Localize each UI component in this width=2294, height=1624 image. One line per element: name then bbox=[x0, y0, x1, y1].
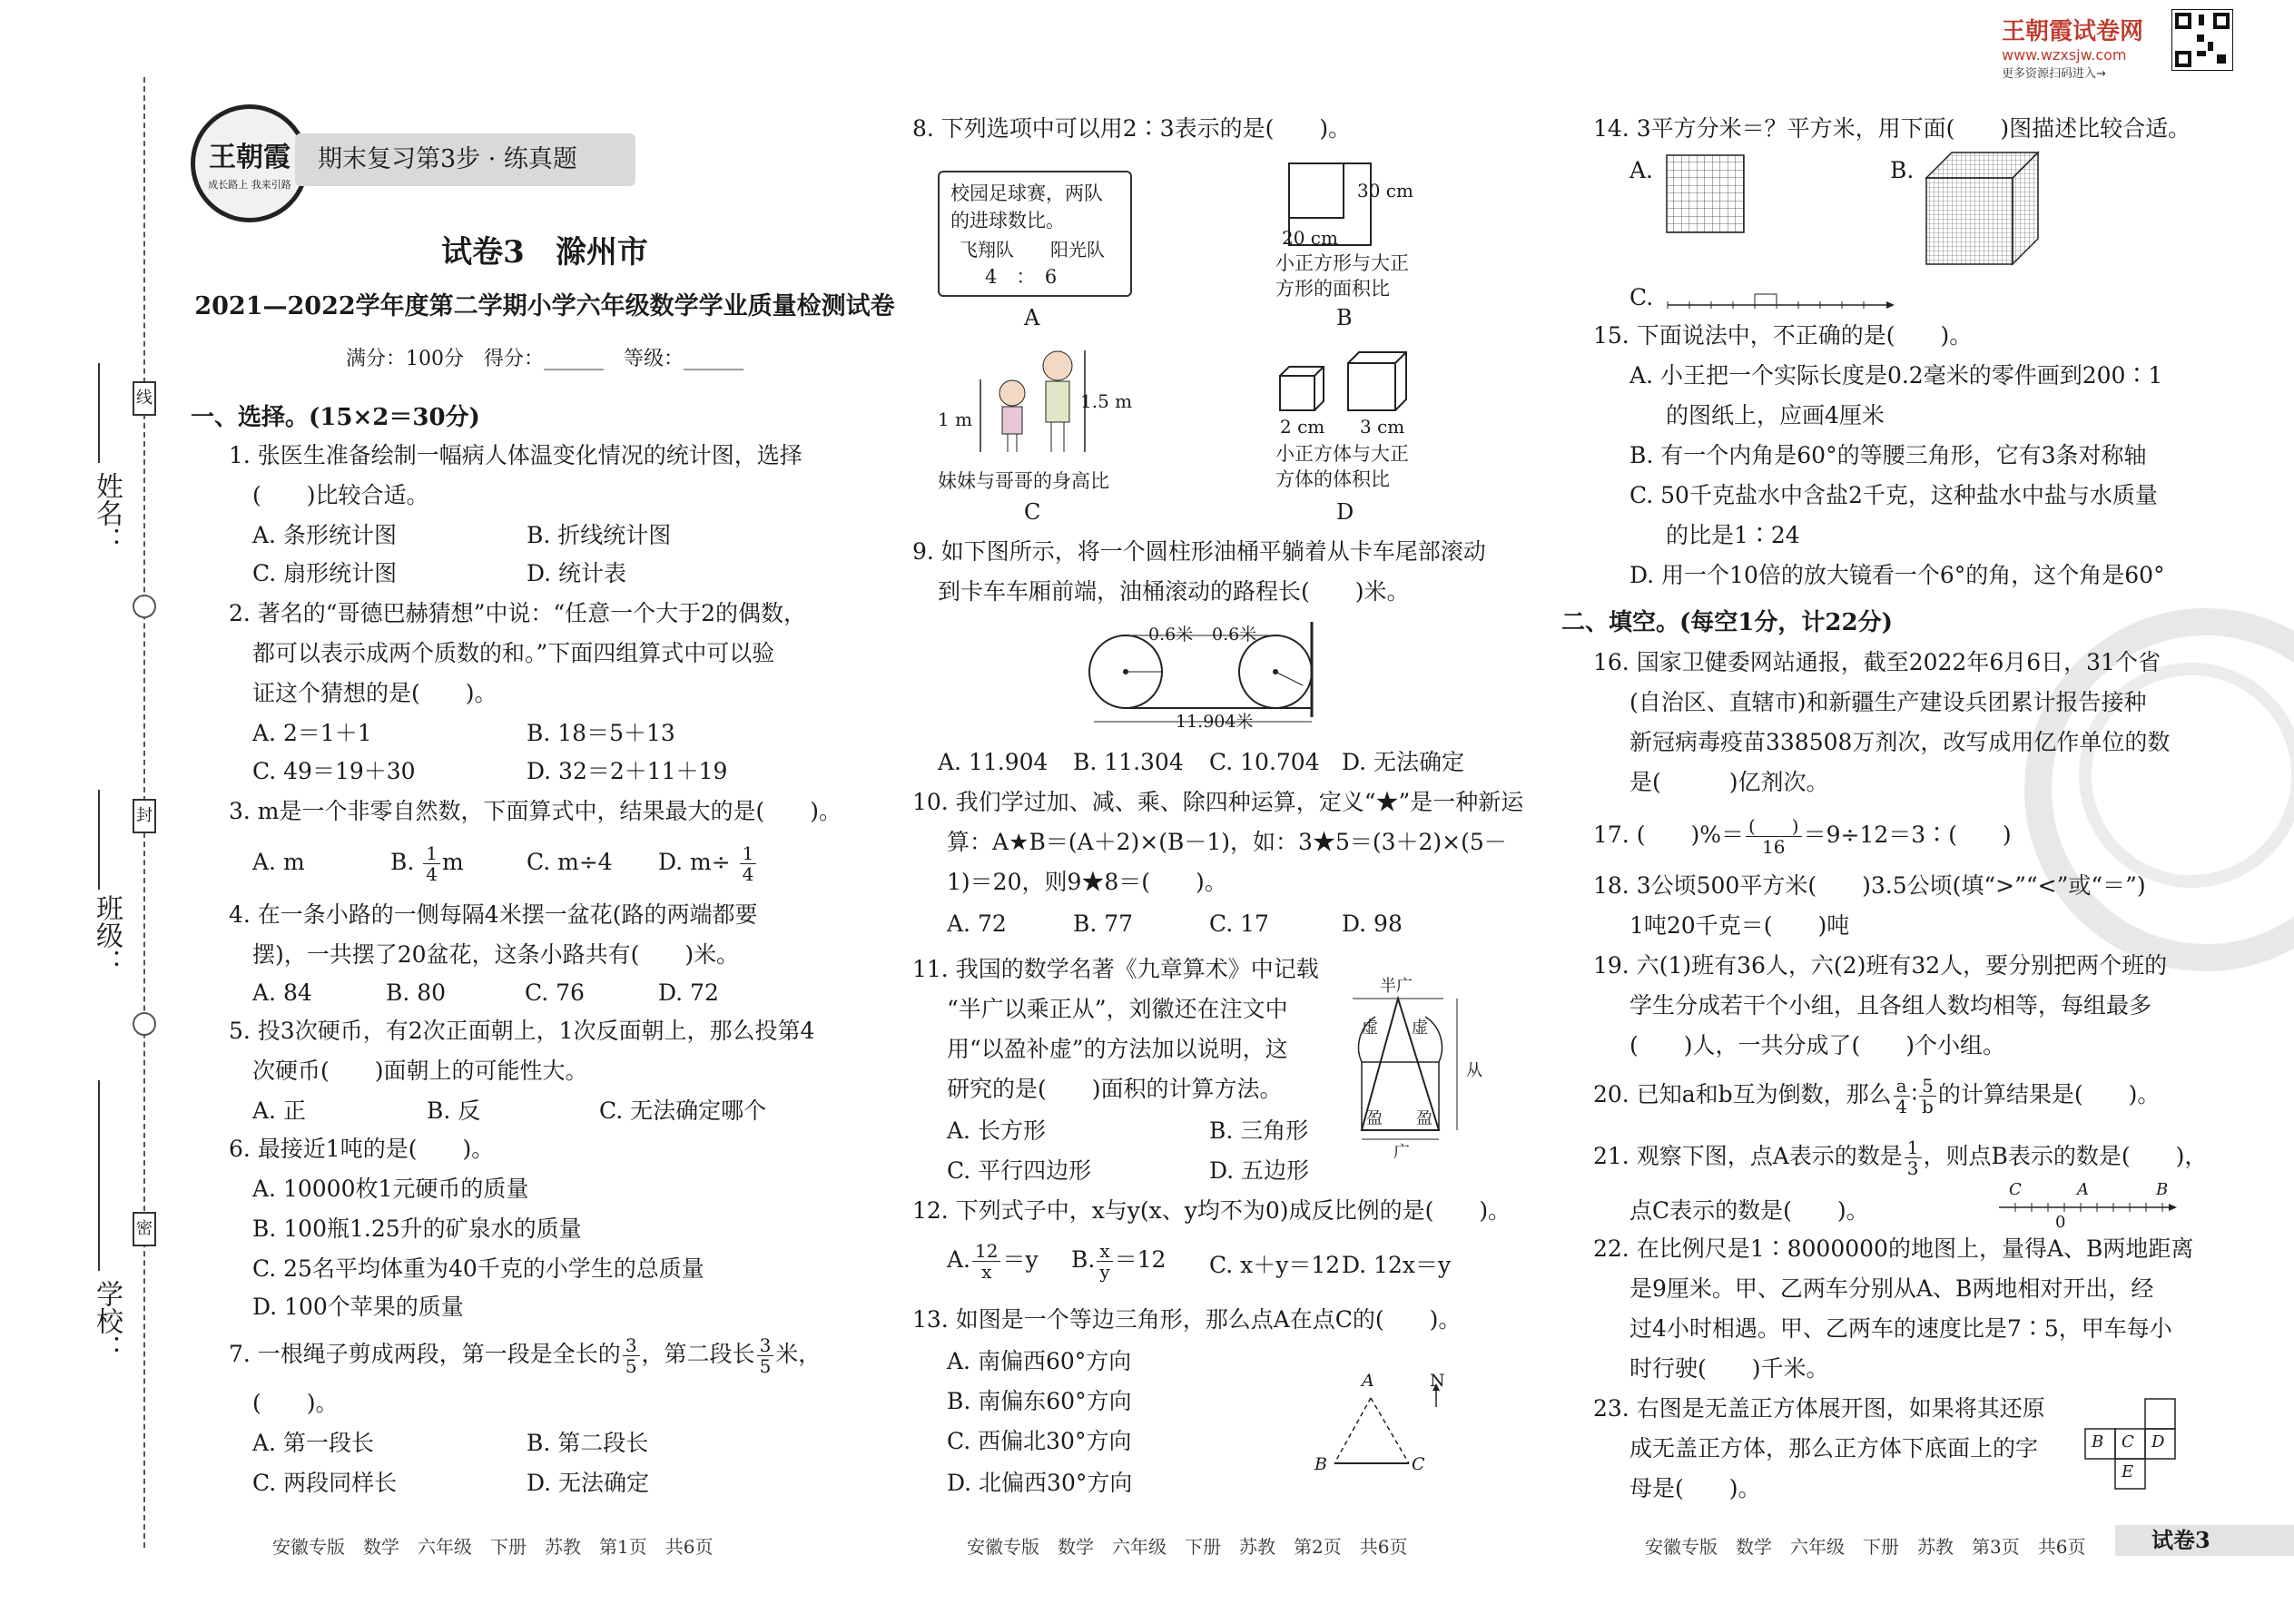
q13-point-b: B bbox=[1314, 1454, 1327, 1474]
q4-option-c[interactable]: C. 76 bbox=[525, 979, 585, 1006]
q6-option-b[interactable]: B. 100瓶1.25升的矿泉水的质量 bbox=[252, 1216, 582, 1242]
question-23-line-3[interactable]: 母是( )。 bbox=[1629, 1475, 1761, 1501]
q1-option-a[interactable]: A. 条形统计图 bbox=[252, 522, 397, 548]
question-16-line-2: (自治区、直辖市)和新疆生产建设兵团累计报告接种 bbox=[1629, 689, 2147, 715]
q8-label-c: C bbox=[1024, 499, 1041, 525]
logo-text: 王朝霞 bbox=[209, 142, 290, 173]
q11-fill-left: 盈 bbox=[1366, 1109, 1383, 1128]
question-23-line-1: 23. 右图是无盖正方体展开图，如果将其还原 bbox=[1593, 1395, 2045, 1422]
q7-option-b[interactable]: B. 第二段长 bbox=[527, 1430, 649, 1456]
q13-option-b[interactable]: B. 南偏东60°方向 bbox=[947, 1388, 1132, 1414]
step-banner: 期末复习第3步 · 练真题 bbox=[295, 133, 635, 186]
site-url: www.wzxsjw.com bbox=[2002, 46, 2127, 64]
question-11-line-2: “半广以乘正从”，刘徽还在注文中 bbox=[947, 996, 1288, 1022]
question-5-line-2: 次硬币( )面朝上的可能性大。 bbox=[252, 1058, 588, 1084]
question-15: 15. 下面说法中，不正确的是( )。 bbox=[1593, 322, 1973, 349]
q13-option-a[interactable]: A. 南偏西60°方向 bbox=[947, 1348, 1132, 1374]
question-5-line-1: 5. 投3次硬币，有2次正面朝上，1次反面朝上，那么投第4 bbox=[229, 1018, 815, 1044]
q8-children-figure bbox=[962, 343, 1098, 457]
q14-grid-figure bbox=[1666, 154, 1748, 236]
q15-option-b[interactable]: B. 有一个内角是60°的等腰三角形，它有3条对称轴 bbox=[1629, 442, 2147, 468]
q3-option-a[interactable]: A. m bbox=[252, 849, 305, 875]
question-16-line-4[interactable]: 是( )亿剂次。 bbox=[1629, 769, 1829, 795]
q10-option-b[interactable]: B. 77 bbox=[1073, 910, 1134, 937]
q14-line-figure bbox=[1666, 287, 1902, 314]
q1-option-d[interactable]: D. 统计表 bbox=[527, 560, 627, 586]
q9-option-c[interactable]: C. 10.704 bbox=[1209, 749, 1320, 775]
q12-option-a[interactable]: A. $\frac{12}{x}$ ＝y bbox=[947, 1240, 1039, 1283]
q3-option-d-label: D. m÷ bbox=[658, 849, 731, 875]
q14-option-b[interactable]: B. bbox=[1890, 157, 1915, 183]
q13-option-c[interactable]: C. 西偏北30°方向 bbox=[947, 1428, 1132, 1454]
question-10-line-3: 1)＝20，则9★8＝( )。 bbox=[947, 869, 1227, 895]
question-17[interactable]: 17. ( )%＝ $\frac{( )}{16}$ ＝9÷12＝3∶( ) bbox=[1593, 815, 2012, 858]
q15-option-a[interactable]: A. 小王把一个实际长度是0.2毫米的零件画到200∶1 bbox=[1629, 362, 2163, 389]
paper-title: 试卷3 滁州市 bbox=[441, 234, 648, 271]
q8-b-big: 30 cm bbox=[1357, 180, 1413, 202]
paper-number-badge: 试卷3 bbox=[2115, 1525, 2294, 1556]
question-19-line-1: 19. 六(1)班有36人，六(2)班有32人，要分别把两个班的 bbox=[1593, 952, 2168, 979]
q15-option-d[interactable]: D. 用一个10倍的放大镜看一个6°的角，这个角是60° bbox=[1629, 562, 2165, 588]
binding-dot bbox=[133, 595, 156, 618]
q8-c-caption: 妹妹与哥哥的身高比 bbox=[938, 470, 1109, 492]
q7-option-d[interactable]: D. 无法确定 bbox=[527, 1470, 650, 1496]
question-16-line-3: 新冠病毒疫苗338508万剂次，改写成用亿作单位的数 bbox=[1629, 729, 2171, 755]
q7-option-a[interactable]: A. 第一段长 bbox=[252, 1430, 374, 1456]
question-21-line-1[interactable]: 21. 观察下图，点A表示的数是 $\frac{1}{3}$ ，则点B表示的数是( )， bbox=[1593, 1137, 2208, 1179]
question-11-line-4: 研究的是( )面积的计算方法。 bbox=[947, 1076, 1283, 1102]
q9-option-d[interactable]: D. 无法确定 bbox=[1342, 749, 1465, 775]
q1-option-c[interactable]: C. 扇形统计图 bbox=[252, 560, 398, 586]
binding-margin bbox=[0, 0, 182, 1624]
q21-point-c: C bbox=[2009, 1180, 2022, 1199]
q3-option-c[interactable]: C. m÷4 bbox=[527, 849, 613, 875]
q11-option-b[interactable]: B. 三角形 bbox=[1209, 1117, 1309, 1144]
question-7-line-2: ( )。 bbox=[252, 1390, 339, 1416]
q9-option-a[interactable]: A. 11.904 bbox=[938, 749, 1049, 775]
q4-option-d[interactable]: D. 72 bbox=[658, 979, 719, 1006]
q8-label-d: D bbox=[1336, 499, 1354, 525]
q5-option-b[interactable]: B. 反 bbox=[427, 1097, 481, 1124]
question-18-line-2[interactable]: 1吨20千克＝( )吨 bbox=[1629, 912, 1850, 939]
q11-height: 从 bbox=[1466, 1061, 1482, 1080]
q2-option-b[interactable]: B. 18＝5＋13 bbox=[527, 720, 675, 746]
question-9-line-1: 9. 如下图所示，将一个圆柱形油桶平躺着从卡车尾部滚动 bbox=[912, 538, 1486, 565]
fraction-1-4: $\frac{1}{4}$ bbox=[740, 843, 757, 884]
tag-line: 线 bbox=[133, 381, 156, 416]
q1-option-b[interactable]: B. 折线统计图 bbox=[527, 522, 672, 548]
q15-option-c[interactable]: C. 50千克盐水中含盐2千克，这种盐水中盐与水质量 bbox=[1629, 482, 2158, 508]
question-4-line-2: 摆)，一共摆了20盆花，这条小路共有( )米。 bbox=[252, 941, 740, 968]
q11-void-right: 虚 bbox=[1412, 1019, 1428, 1038]
question-20[interactable]: 20. 已知a和b互为倒数，那么 $\frac{a}{4}$ ∶ $\frac{5}{b}$ 的计算结果是( )。 bbox=[1593, 1075, 2161, 1117]
question-11-line-3: 用“以盈补虚”的方法加以说明，这 bbox=[947, 1036, 1288, 1062]
name-label: 姓名： bbox=[91, 472, 123, 554]
q8-d-caption-1: 小正方体与大正 bbox=[1275, 443, 1409, 465]
q11-triangle-figure bbox=[1334, 980, 1480, 1144]
question-9-line-2: 到卡车车厢前端，油桶滚动的路程长( )米。 bbox=[938, 578, 1410, 605]
question-2-line-1: 2. 著名的“哥德巴赫猜想”中说：“任意一个大于2的偶数， bbox=[229, 600, 807, 626]
q23-face-b: B bbox=[2092, 1432, 2104, 1452]
name-blank[interactable] bbox=[98, 363, 100, 463]
fraction-x-y: $\frac{x}{y}$ bbox=[1097, 1241, 1112, 1282]
q11-width: 广 bbox=[1393, 1143, 1410, 1162]
question-11-line-1: 11. 我国的数学名著《九章算术》中记载 bbox=[912, 956, 1319, 982]
q2-option-d[interactable]: D. 32＝2＋11＋19 bbox=[527, 758, 728, 784]
site-tip: 更多资源扫码进入→ bbox=[2002, 67, 2106, 81]
question-22-line-2: 是9厘米。甲、乙两车分别从A、B两地相对开出，经 bbox=[1629, 1275, 2154, 1302]
q6-option-a[interactable]: A. 10000枚1元硬币的质量 bbox=[252, 1176, 529, 1202]
brand-logo bbox=[191, 104, 309, 222]
section-choice-title: 一、选择。(15×2＝30分) bbox=[191, 404, 480, 431]
q15-option-c-cont: 的比是1∶24 bbox=[1666, 522, 1800, 548]
q5-option-c[interactable]: C. 无法确定哪个 bbox=[599, 1097, 767, 1124]
tag-seal: 封 bbox=[133, 799, 156, 833]
q21-zero: 0 bbox=[2055, 1213, 2066, 1232]
q23-face-d: D bbox=[2151, 1432, 2165, 1452]
question-18-line-1[interactable]: 18. 3公顷500平方米( )3.5公顷(填“>”“<”或“＝”) bbox=[1593, 872, 2146, 899]
fraction-1-4: $\frac{1}{4}$ bbox=[423, 843, 440, 884]
fraction-a-4: $\frac{a}{4}$ bbox=[1894, 1076, 1910, 1117]
q4-option-b[interactable]: B. 80 bbox=[386, 979, 447, 1006]
fraction-5-b: $\frac{5}{b}$ bbox=[1919, 1076, 1936, 1117]
q13-point-c: C bbox=[1412, 1454, 1425, 1474]
class-blank[interactable] bbox=[98, 790, 100, 890]
q2-option-c[interactable]: C. 49＝19＋30 bbox=[252, 758, 416, 784]
q8-b-caption-2: 方形的面积比 bbox=[1275, 278, 1390, 300]
q10-option-c[interactable]: C. 17 bbox=[1209, 910, 1269, 937]
q8-d-small: 2 cm bbox=[1280, 416, 1325, 438]
q7-option-c[interactable]: C. 两段同样长 bbox=[252, 1470, 398, 1496]
q11-fill-right: 盈 bbox=[1416, 1109, 1433, 1128]
q8-d-caption-2: 方体的体积比 bbox=[1275, 468, 1390, 490]
question-10-line-2: 算：A★B＝(A＋2)×(B－1)，如：3★5＝(3＋2)×(5－ bbox=[947, 829, 1507, 855]
question-12: 12. 下列式子中，x与y(x、y均不为0)成反比例的是( )。 bbox=[912, 1197, 1511, 1224]
question-22-line-4[interactable]: 时行驶( )千米。 bbox=[1629, 1355, 1829, 1382]
section-fill-title: 二、填空。(每空1分，计22分) bbox=[1561, 609, 1893, 636]
question-2-line-3: 证这个猜想的是( )。 bbox=[252, 680, 497, 706]
footer-page-3: 安徽专版 数学 六年级 下册 苏教 第3页 共6页 bbox=[1645, 1536, 2086, 1558]
q8-b-small: 20 cm bbox=[1282, 227, 1338, 249]
q23-face-c: C bbox=[2122, 1432, 2134, 1452]
q3-option-d[interactable] bbox=[658, 842, 758, 884]
question-8: 8. 下列选项中可以用2∶3表示的是( )。 bbox=[912, 115, 1352, 142]
q14-cube-figure bbox=[1925, 151, 2043, 269]
question-13: 13. 如图是一个等边三角形，那么点A在点C的( )。 bbox=[912, 1306, 1462, 1333]
q11-option-c[interactable]: C. 平行四边形 bbox=[947, 1157, 1092, 1184]
q23-face-e: E bbox=[2122, 1462, 2134, 1481]
tag-close: 密 bbox=[133, 1212, 156, 1246]
question-2-line-2: 都可以表示成两个质数的和。”下面四组算式中可以验 bbox=[252, 640, 775, 666]
q6-option-c[interactable]: C. 25名平均体重为40千克的小学生的总质量 bbox=[252, 1255, 704, 1282]
fraction-3-5: $\frac{3}{5}$ bbox=[757, 1335, 774, 1376]
footer-page-2: 安徽专版 数学 六年级 下册 苏教 第2页 共6页 bbox=[967, 1536, 1408, 1558]
binding-dot bbox=[133, 1012, 156, 1036]
q11-half-width: 半广 bbox=[1380, 977, 1413, 996]
school-blank[interactable] bbox=[98, 1080, 100, 1271]
fraction-blank-16[interactable]: $\frac{( )}{16}$ bbox=[1746, 816, 1802, 857]
q4-option-a[interactable]: A. 84 bbox=[252, 979, 312, 1006]
q8-label-a: A bbox=[1024, 305, 1040, 330]
q8-c-girl: 1 m bbox=[938, 408, 973, 430]
question-22-line-3: 过4小时相遇。甲、乙两车的速度比是7∶5，甲车每小 bbox=[1629, 1315, 2172, 1342]
question-19-line-3[interactable]: ( )人，一共分成了( )个小组。 bbox=[1629, 1032, 2006, 1058]
question-19-line-2: 学生分成若干个小组，且各组人数均相等，每组最多 bbox=[1629, 992, 2152, 1019]
q8-label-b: B bbox=[1336, 305, 1353, 330]
question-4-line-1: 4. 在一条小路的一侧每隔4米摆一盆花(路的两端都要 bbox=[229, 901, 758, 928]
q9-option-b[interactable]: B. 11.304 bbox=[1073, 749, 1184, 775]
question-22-line-1: 22. 在比例尺是1∶8000000的地图上，量得A、B两地距离 bbox=[1593, 1235, 2194, 1262]
paper-subtitle: 2021—2022学年度第二学期小学六年级数学学业质量检测试卷 bbox=[194, 292, 895, 320]
q12-option-d[interactable]: D. 12x＝y bbox=[1342, 1252, 1452, 1278]
question-1-line-1: 1. 张医生准备绘制一幅病人体温变化情况的统计图，选择 bbox=[229, 442, 802, 468]
q12-option-c[interactable]: C. x＋y＝12 bbox=[1209, 1252, 1341, 1278]
q3-option-b[interactable]: B. $\frac{1}{4}$ m bbox=[390, 842, 464, 885]
q10-option-a[interactable]: A. 72 bbox=[947, 910, 1007, 937]
question-14: 14. 3平方分米＝？平方米，用下面( )图描述比较合适。 bbox=[1593, 115, 2191, 142]
logo-sub: 成长路上 我来引路 bbox=[208, 179, 291, 191]
q15-option-a-cont: 的图纸上，应画4厘米 bbox=[1666, 402, 1885, 428]
q21-point-a: A bbox=[2077, 1180, 2089, 1199]
q11-option-d[interactable]: D. 五边形 bbox=[1209, 1157, 1310, 1184]
question-3: 3. m是一个非零自然数，下面算式中，结果最大的是( )。 bbox=[229, 798, 842, 824]
q8-d-big: 3 cm bbox=[1360, 416, 1405, 438]
q9-radius-1: 0.6米 bbox=[1148, 625, 1194, 645]
q14-option-c[interactable]: C. bbox=[1629, 284, 1654, 310]
question-23-line-2: 成无盖正方体，那么正方体下底面上的字 bbox=[1629, 1435, 2039, 1462]
q6-option-d[interactable]: D. 100个苹果的质量 bbox=[252, 1294, 464, 1320]
question-21-line-2[interactable]: 点C表示的数是( )。 bbox=[1629, 1197, 1869, 1224]
q21-point-b: B bbox=[2156, 1180, 2169, 1199]
q9-length: 11.904米 bbox=[1176, 712, 1254, 732]
q11-void-left: 虚 bbox=[1362, 1019, 1378, 1038]
q8-b-caption-1: 小正方形与大正 bbox=[1275, 252, 1409, 274]
q2-option-a[interactable]: A. 2＝1＋1 bbox=[252, 720, 372, 746]
q12-option-b[interactable]: B. $\frac{x}{y}$ ＝12 bbox=[1071, 1240, 1167, 1283]
q13-point-a: A bbox=[1362, 1371, 1374, 1391]
fraction-3-5: $\frac{3}{5}$ bbox=[623, 1335, 640, 1376]
q3-option-b-label: B. bbox=[390, 849, 415, 875]
qr-code-icon[interactable] bbox=[2171, 9, 2233, 71]
question-1-line-2: ( )比较合适。 bbox=[252, 482, 429, 508]
q9-radius-2: 0.6米 bbox=[1212, 625, 1257, 645]
q14-option-a[interactable]: A. bbox=[1629, 157, 1654, 183]
q5-option-a[interactable]: A. 正 bbox=[252, 1097, 306, 1124]
q8-cubes-figure bbox=[1271, 347, 1425, 419]
fraction-12-x: $\frac{12}{x}$ bbox=[972, 1241, 1000, 1282]
q11-option-a[interactable]: A. 长方形 bbox=[947, 1117, 1046, 1144]
footer-page-1: 安徽专版 数学 六年级 下册 苏教 第1页 共6页 bbox=[272, 1536, 714, 1558]
fraction-1-3: $\frac{1}{3}$ bbox=[1905, 1137, 1922, 1178]
school-label: 学校： bbox=[91, 1280, 123, 1362]
q13-north: N bbox=[1430, 1371, 1445, 1391]
q8-c-boy: 1.5 m bbox=[1080, 390, 1133, 412]
question-6: 6. 最接近1吨的是( )。 bbox=[229, 1136, 495, 1162]
question-7-line-1: 7. 一根绳子剪成两段，第一段是全长的 $\frac{3}{5}$ ，第二段长 $\frac{3}{5}$ 米， bbox=[229, 1334, 822, 1377]
q13-option-d[interactable]: D. 北偏西30°方向 bbox=[947, 1470, 1133, 1496]
question-16-line-1: 16. 国家卫健委网站通报，截至2022年6月6日，31个省 bbox=[1593, 649, 2161, 675]
site-name: 王朝霞试卷网 bbox=[2002, 18, 2144, 45]
class-label: 班级： bbox=[91, 894, 123, 976]
question-10-line-1: 10. 我们学过加、减、乘、除四种运算，定义“★”是一种新运 bbox=[912, 789, 1524, 815]
q8-figure-a: 校园足球赛，两队 的进球数比。 飞翔队 阳光队 4 ： 6 bbox=[938, 171, 1132, 297]
score-line: 满分：100分 得分：______ 等级：______ bbox=[346, 348, 743, 370]
q10-option-d[interactable]: D. 98 bbox=[1342, 910, 1403, 937]
